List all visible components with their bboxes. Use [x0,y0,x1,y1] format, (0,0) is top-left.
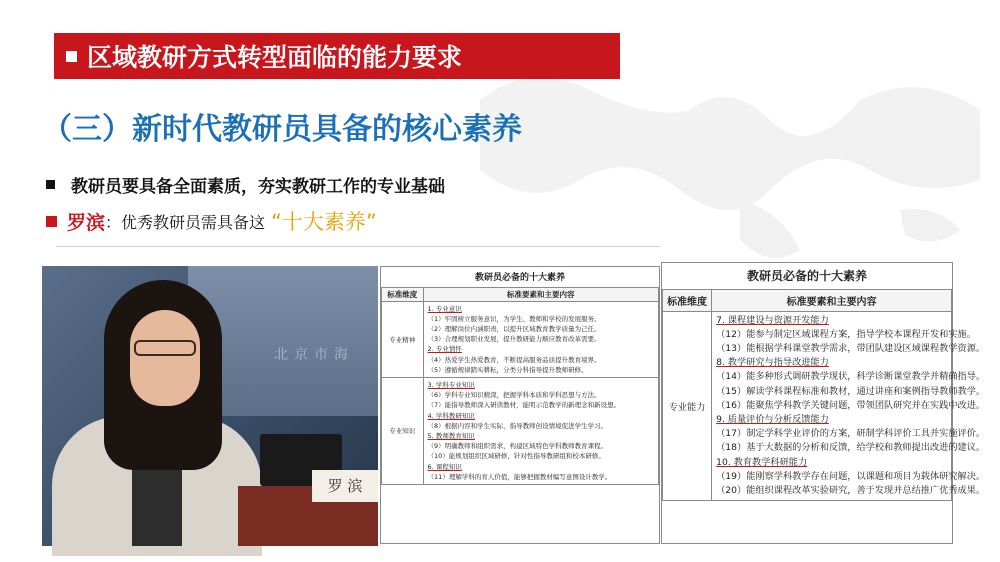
list-item: 7. 课程建设与资源开发能力 [716,314,829,326]
list-item: （13）能根据学科课堂教学需求，带团队建设区域课程教学资源。 [716,342,986,354]
dimension-cell: 专业精神 [382,301,424,377]
list-item: （12）能参与制定区域课程方案，指导学校本课程开发和实施。 [716,328,976,340]
wall-sign-text: 北京市海 [274,347,354,363]
person-name: 罗滨 [67,211,106,234]
list-item: 4. 学科教研知识 [427,411,475,420]
bullet-point-1 [46,172,445,197]
qualities-table-right [661,262,986,544]
list-item: 2. 专业情怀 [427,345,462,354]
list-item: （16）能聚焦学科教学关键问题，带领团队研究并在实践中改进。 [716,399,986,411]
list-item: （17）制定学科学业评价的方案，研制学科评价工具并实施评价。 [716,428,986,440]
list-item: （2）理解岗位内涵职责，以提升区域教育教学质量为己任。 [427,324,601,333]
list-item: 8. 教学研究与指导改进能力 [716,357,829,369]
column-header-items: 标准要素和主要内容 [423,287,658,301]
list-item: 10. 教育教学科研能力 [716,456,808,468]
list-item: （19）能刚察学科教学存在问题，以课题和项目为载体研究解决。 [716,470,986,482]
bullet-point-2 [46,206,377,236]
list-item: （14）能多种形式调研教学现状，科学诊断课堂教学并精确指导。 [716,371,986,383]
list-item: （7）能指导教师深入研读教材，能明示范教学的新理念和新设想。 [427,401,621,410]
nameplate: 罗 滨 [312,470,378,502]
list-item: （4）热爱学生热爱教育，不断提高服务品质提升教育境界。 [427,355,601,364]
qualities-table-left [380,266,660,544]
section-banner [54,33,620,79]
list-item: （11）理解学科的育人价值，能够把握教材编写意图设计教学。 [427,472,612,481]
slide-subtitle: （三）新时代教研员具备的核心素养 [42,112,522,147]
column-header-items: 标准要素和主要内容 [712,289,952,311]
list-item: 6. 课程知识 [427,462,462,471]
column-header-dimension: 标准维度 [663,289,712,311]
list-item: 1. 专业意识 [427,304,462,313]
divider [56,246,660,247]
bullet-2-text: ：优秀教研员需具备这 [105,212,266,232]
square-bullet-icon [46,216,57,227]
table-row [382,377,659,484]
list-item: （3）合理规划职业发展，提升教研能力顺应教育改革需要。 [427,335,601,344]
list-item: （8）根据内容和学生实际，指导教师创设情境促进学生学习。 [427,421,608,430]
list-item: （20）能组织课程改革实验研究，善于发现并总结推广优秀成果。 [716,484,986,496]
list-item: （1）牢固树立服务意识，为学生、教师和学校的发展服务。 [427,314,601,323]
dimension-cell: 专业知识 [382,377,424,484]
list-item: （6）学科专业知识精深，把握学科本质和学科思想与方法。 [427,391,601,400]
list-item: （10）能规划组织区域研修，针对性指导教研组和校本研修。 [427,452,605,461]
table-title: 教研员必备的十大素养 [382,267,659,287]
list-item: （5）遵循规律踏实耕耘，分类分科指导提升教师研修。 [427,365,588,374]
list-item: 5. 教师教育知识 [427,431,475,440]
list-item: （18）基于大数据的分析和反馈，给学校和教师提出改进的建议。 [716,442,986,454]
table-row [382,301,659,377]
banner-title: 区域教研方式转型面临的能力要求 [87,43,463,72]
square-bullet-icon [66,51,77,62]
speaker-photo [42,266,378,546]
column-header-dimension: 标准维度 [382,287,424,301]
bullet-1-text: 教研员要具备全面素质，夯实教研工作的专业基础 [71,177,445,197]
list-item: （15）解读学科课程标准和教材，通过讲座和案例指导教师教学。 [716,385,986,397]
dimension-cell: 专业能力 [663,311,712,501]
list-item: （9）明确教师和组织需求，构建区域特色学科教师教育课程。 [427,442,608,451]
ten-qualities-quote: “十大素养” [271,210,377,234]
list-item: 9. 质量评价与分析反馈能力 [716,413,829,425]
table-title: 教研员必备的十大素养 [663,263,952,289]
table-row [663,311,952,501]
square-bullet-icon [46,180,55,189]
list-item: 3. 学科专业知识 [427,380,475,389]
